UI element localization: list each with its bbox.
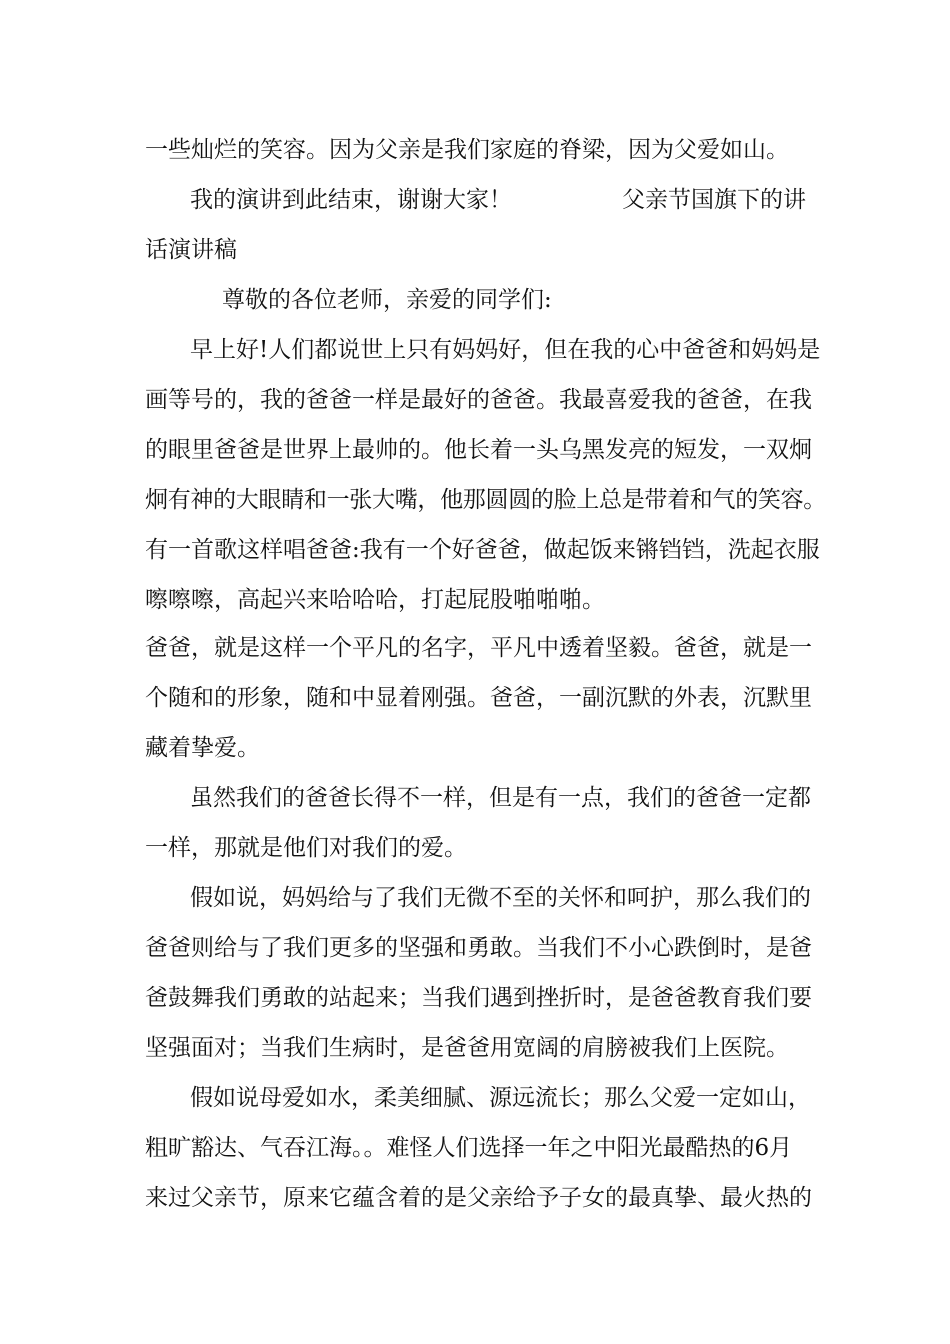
section-title-continued: 话演讲稿 xyxy=(145,237,237,263)
text-line: 一样，那就是他们对我们的爱。 xyxy=(145,835,467,861)
text-line: 的眼里爸爸是世界上最帅的。他长着一头乌黑发亮的短发，一双炯 xyxy=(145,437,812,463)
text-line: 粗旷豁达、气吞江海。。难怪人们选择一年之中阳光最酷热的6月 xyxy=(145,1135,793,1161)
text-line: 早上好!人们都说世上只有妈妈好，但在我的心中爸爸和妈妈是 xyxy=(190,337,821,363)
text-line: 爸爸则给与了我们更多的坚强和勇敢。当我们不小心跌倒时，是爸 xyxy=(145,935,812,961)
text-line: 爸鼓舞我们勇敢的站起来；当我们遇到挫折时，是爸爸教育我们要 xyxy=(145,985,812,1011)
text-line: 有一首歌这样唱爸爸:我有一个好爸爸，做起饭来锵铛铛，洗起衣服 xyxy=(145,537,820,563)
text-line: 假如说，妈妈给与了我们无微不至的关怀和呵护，那么我们的 xyxy=(190,885,811,911)
section-title: 父亲节国旗下的讲 xyxy=(622,187,806,213)
text-line: 画等号的，我的爸爸一样是最好的爸爸。我最喜爱我的爸爸，在我 xyxy=(145,387,812,413)
text-line: 爸爸，就是这样一个平凡的名字，平凡中透着坚毅。爸爸，就是一 xyxy=(145,635,812,661)
text-line: 个随和的形象，随和中显着刚强。爸爸，一副沉默的外表，沉默里 xyxy=(145,685,812,711)
text-line: 假如说母爱如水，柔美细腻、源远流长；那么父爱一定如山， xyxy=(190,1085,811,1111)
text-line: 坚强面对；当我们生病时，是爸爸用宽阔的肩膀被我们上医院。 xyxy=(145,1035,789,1061)
text-line: 炯有神的大眼睛和一张大嘴，他那圆圆的脸上总是带着和气的笑容。 xyxy=(145,487,827,513)
text-line: 来过父亲节，原来它蕴含着的是父亲给予子女的最真挚、最火热的 xyxy=(145,1185,812,1211)
salutation: 尊敬的各位老师，亲爱的同学们: xyxy=(222,287,552,313)
text-line: 虽然我们的爸爸长得不一样，但是有一点，我们的爸爸一定都 xyxy=(190,785,811,811)
text-line: 一些灿烂的笑容。因为父亲是我们家庭的脊梁，因为父爱如山。 xyxy=(145,137,789,163)
text-line: 嚓嚓嚓，高起兴来哈哈哈，打起屁股啪啪啪。 xyxy=(145,587,605,613)
text-line: 藏着挚爱。 xyxy=(145,735,260,761)
text-line: 我的演讲到此结束，谢谢大家！ xyxy=(190,187,512,213)
